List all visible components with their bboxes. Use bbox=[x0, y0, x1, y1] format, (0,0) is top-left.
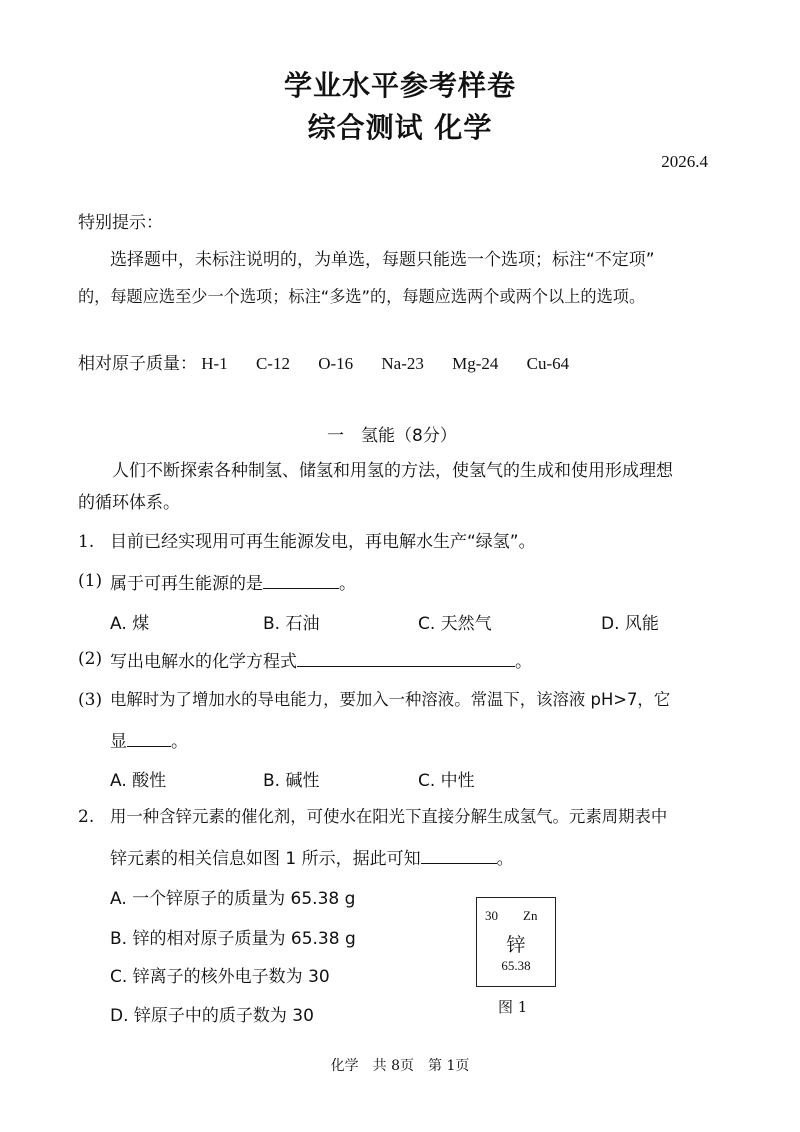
sentence-end: 。 bbox=[171, 732, 188, 752]
subquestion-3-line-2 bbox=[110, 728, 188, 753]
figure-caption: 图 1 bbox=[498, 998, 528, 1016]
sentence-end: 。 bbox=[515, 652, 532, 672]
option-b[interactable]: B. 石油 bbox=[263, 614, 320, 634]
question-2-line-2 bbox=[110, 845, 514, 870]
section-title: 一 氢能（8分） bbox=[327, 426, 457, 446]
exam-date: 2026.4 bbox=[661, 152, 708, 171]
atomic-number: 30 bbox=[485, 908, 498, 923]
atomic-mass: 65.38 bbox=[501, 958, 531, 973]
option-a[interactable]: A. 煤 bbox=[110, 614, 150, 634]
option-b[interactable]: B. 锌的相对原子质量为 65.38 g bbox=[110, 929, 356, 949]
atomic-mass-item: O-16 bbox=[318, 354, 354, 373]
notice-line-2: 的，每题应选至少一个选项；标注“多选”的，每题应选两个或两个以上的选项。 bbox=[78, 287, 646, 306]
atomic-mass-item: H-1 bbox=[201, 354, 228, 373]
subquestion-2 bbox=[110, 648, 532, 673]
atomic-mass-item: Na-23 bbox=[381, 354, 424, 373]
question-stem: 目前已经实现用可再生能源发电，再电解水生产“绿氢”。 bbox=[110, 532, 536, 552]
question-number: 1. bbox=[78, 532, 95, 552]
answer-blank[interactable] bbox=[263, 570, 339, 589]
subquestion-text: 属于可再生能源的是 bbox=[110, 574, 263, 594]
notice-line-1: 选择题中，未标注说明的，为单选，每题只能选一个选项；标注“不定项” bbox=[110, 250, 655, 270]
subquestion-number: (3) bbox=[78, 690, 103, 710]
option-a[interactable]: A. 酸性 bbox=[110, 771, 167, 791]
atomic-mass-row bbox=[78, 353, 593, 375]
answer-blank[interactable] bbox=[421, 845, 497, 864]
question-2-line-1: 用一种含锌元素的催化剂，可使水在阳光下直接分解生成氢气。元素周期表中 bbox=[110, 807, 668, 826]
answer-blank[interactable] bbox=[127, 728, 171, 747]
subquestion-number: (1) bbox=[78, 571, 103, 591]
atomic-mass-item: Cu-64 bbox=[526, 354, 570, 373]
section-intro-line-1: 人们不断探索各种制氢、储氢和用氢的方法，使氢气的生成和使用形成理想 bbox=[112, 461, 673, 481]
subquestion-1 bbox=[110, 570, 356, 595]
sentence-end: 。 bbox=[496, 849, 514, 869]
atomic-mass-label: 相对原子质量： bbox=[78, 354, 197, 374]
sentence-end: 。 bbox=[339, 574, 356, 594]
subquestion-3-line-1: 电解时为了增加水的导电能力，要加入一种溶液。常温下，该溶液 pH>7，它 bbox=[110, 690, 671, 709]
paper-title: 学业水平参考样卷 bbox=[283, 69, 516, 102]
option-b[interactable]: B. 碱性 bbox=[263, 771, 320, 791]
atomic-mass-item: Mg-24 bbox=[452, 354, 499, 373]
option-c[interactable]: C. 天然气 bbox=[418, 614, 492, 634]
paper-subtitle: 综合测试 化学 bbox=[307, 111, 493, 144]
page-footer: 化学 共 8页 第 1页 bbox=[330, 1058, 470, 1074]
periodic-table-cell bbox=[476, 897, 556, 987]
option-d[interactable]: D. 风能 bbox=[601, 614, 659, 634]
question-number: 2. bbox=[78, 807, 95, 827]
option-d[interactable]: D. 锌原子中的质子数为 30 bbox=[110, 1006, 314, 1026]
atomic-mass-item: C-12 bbox=[255, 354, 290, 373]
subquestion-number: (2) bbox=[78, 649, 103, 669]
element-symbol: Zn bbox=[523, 908, 538, 923]
element-name: 锌 bbox=[506, 934, 526, 956]
answer-blank[interactable] bbox=[297, 648, 515, 667]
option-c[interactable]: C. 锌离子的核外电子数为 30 bbox=[110, 967, 330, 987]
option-a[interactable]: A. 一个锌原子的质量为 65.38 g bbox=[110, 889, 356, 909]
section-intro-line-2: 的循环体系。 bbox=[78, 493, 180, 513]
question-text: 锌元素的相关信息如图 1 所示，据此可知 bbox=[110, 849, 421, 869]
subquestion-text: 写出电解水的化学方程式 bbox=[110, 652, 297, 672]
subquestion-text: 显 bbox=[110, 732, 127, 752]
option-c[interactable]: C. 中性 bbox=[418, 771, 475, 791]
notice-label: 特别提示： bbox=[78, 213, 163, 233]
